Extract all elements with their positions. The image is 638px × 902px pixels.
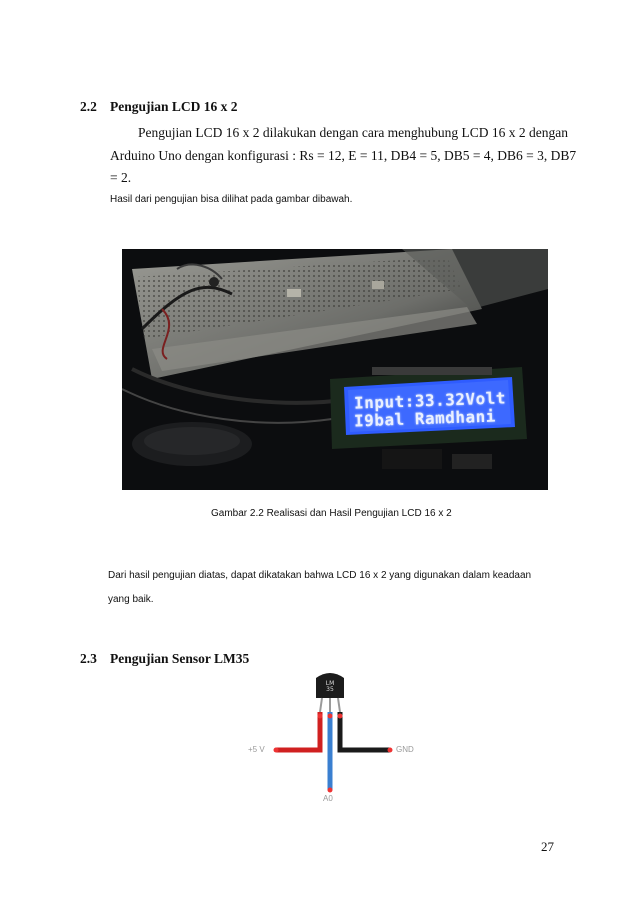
paragraph-line-2: Arduino Uno dengan konfigurasi : Rs = 12, E = 11, DB4 = 5, DB5 = 4, DB6 = 3, DB7 [110,148,577,163]
result-note: Hasil dari pengujian bisa dilihat pada gambar dibawah. [110,194,353,205]
label-a0: A0 [323,794,333,803]
lcd-line-1: Input:33.32Volt [353,388,507,413]
section-2-2-title: Pengujian LCD 16 x 2 [110,99,238,114]
paragraph-line-3: = 2. [110,170,132,185]
chip-label: LM 35 [325,680,335,693]
result-line-1: Dari hasil pengujian diatas, dapat dikatakan bahwa LCD 16 x 2 yang digunakan dalam keadaan [108,570,532,581]
section-2-2-number: 2.2 [80,99,97,114]
result-line-2: yang baik. [108,594,154,605]
lm35-diagram [240,664,420,804]
lcd-photo [122,249,548,490]
lcd-line-2: I9bal Ramdhani [353,406,497,431]
figure-caption: Gambar 2.2 Realisasi dan Hasil Pengujian LCD 16 x 2 [211,508,452,519]
label-vcc: +5 V [248,745,265,754]
wire-gnd [340,712,390,750]
label-gnd: GND [396,745,414,754]
section-2-3-title: Pengujian Sensor LM35 [110,651,250,666]
breadboard-scene [122,249,548,490]
wire-vcc [276,712,320,750]
page-number: 27 [541,839,554,854]
section-2-3-number: 2.3 [80,651,97,666]
paragraph-line-1: Pengujian LCD 16 x 2 dilakukan dengan cara menghubung LCD 16 x 2 dengan [138,125,569,140]
